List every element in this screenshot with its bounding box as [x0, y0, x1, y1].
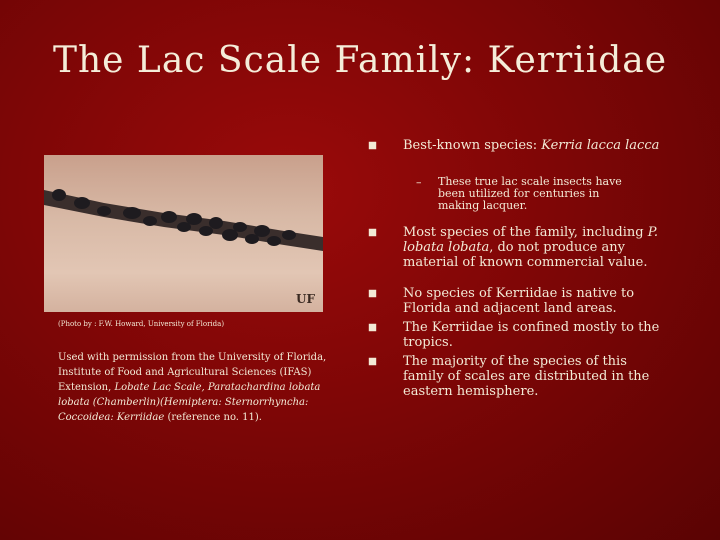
bullet-text: No species of Kerriidae is native to Florida and adjacent land areas.	[403, 286, 635, 316]
square-bullet-icon	[369, 324, 377, 332]
square-bullet-icon	[369, 290, 377, 298]
dash-icon: –	[416, 176, 422, 189]
bullet-text: The Kerriidae is confined mostly to the tropics.	[403, 320, 660, 350]
bullet-text: Most species of the family, including P. lobata lobata, do not produce any material of known commercial value.	[403, 225, 658, 270]
square-bullet-icon	[369, 229, 377, 237]
lac-scale-photo	[44, 155, 323, 312]
bullet-text: Best-known species: Kerria lacca lacca	[403, 138, 660, 153]
permission-plain: Used with permission from the University of Florida, Institute of Food and Agricultural Sciences (IFAS) Extension,	[58, 352, 327, 393]
uf-logo: UF	[296, 292, 315, 306]
permission-end: (reference no. 11).	[167, 412, 262, 423]
photo-credit: (Photo by : F.W. Howard, University of Florida)	[58, 320, 225, 328]
square-bullet-icon	[369, 142, 377, 150]
permission-italic: Lobate Lac Scale, Paratachardina lobata lobata (Chamberlin)(Hemiptera: Sternorrhyncha: Coccoidea: Kerriidae	[58, 382, 321, 423]
branch-illustration	[44, 155, 323, 312]
sub-bullet-text: These true lac scale insects have been utilized for centuries in making lacquer.	[438, 175, 622, 212]
slide-title: The Lac Scale Family: Kerriidae	[52, 40, 668, 81]
bullet-text: The majority of the species of this family of scales are distributed in the eastern hemisphere.	[403, 354, 650, 399]
square-bullet-icon	[369, 358, 377, 366]
permission-note	[58, 350, 328, 425]
